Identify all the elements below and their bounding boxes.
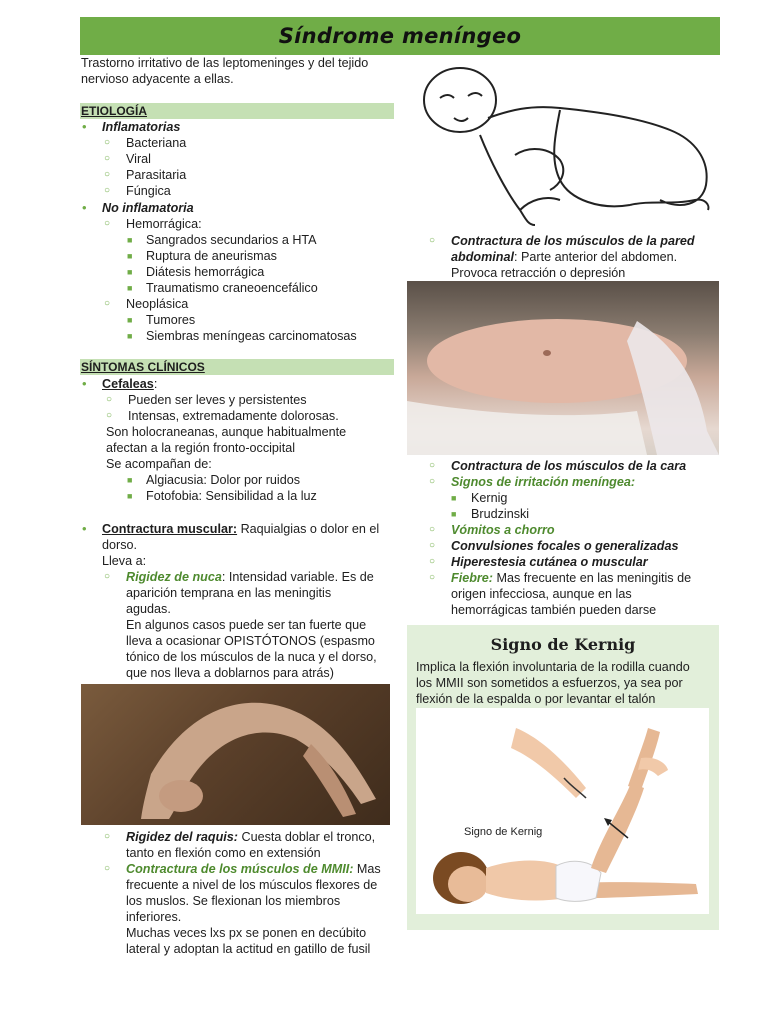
contractura-text: Raquialgias o dolor en el	[237, 522, 380, 536]
list-item: Brudzinski	[471, 507, 530, 521]
abdominal-line-3: Provoca retracción o depresión	[451, 266, 626, 280]
signos-irritacion: Signos de irritación meníngea:	[451, 475, 636, 489]
contractura-label: Contractura muscular:	[102, 522, 238, 536]
kernig-title: Signo de Kernig	[490, 635, 636, 654]
square-bullet-icon: ■	[127, 331, 133, 341]
etiologia-hemorragica: Hemorrágica:	[126, 217, 202, 231]
cefaleas-text-line: afectan a la región fronto-occipital	[106, 441, 296, 455]
square-bullet-icon: ■	[127, 235, 133, 245]
circle-bullet-icon: ○	[104, 831, 111, 842]
abdomen-photo	[407, 281, 719, 455]
rigidez-nuca-label: Rigidez de nuca	[126, 570, 222, 584]
title-bar	[80, 17, 720, 55]
list-item: Algiacusia: Dolor por ruidos	[146, 473, 300, 487]
mmii-line: frecuente a nivel de los músculos flexores de	[126, 878, 378, 892]
square-bullet-icon: ■	[127, 491, 133, 501]
list-item: Fúngica	[126, 184, 171, 198]
mmii-text: Mas	[353, 862, 381, 876]
square-bullet-icon: ■	[127, 267, 133, 277]
list-item: Kernig	[471, 491, 508, 505]
opistotonos-photo	[81, 684, 390, 825]
list-item: Intensas, extremadamente dolorosas.	[128, 409, 339, 423]
circle-bullet-icon: ○	[104, 169, 111, 180]
circle-bullet-icon: ○	[104, 571, 111, 582]
vomitos: Vómitos a chorro	[451, 523, 555, 537]
list-item: Traumatismo craneoencefálico	[146, 281, 318, 295]
section-etiologia-heading: ETIOLOGÍA	[80, 103, 394, 119]
kernig-line: flexión de la espalda o por levantar el talón	[416, 692, 656, 706]
rigidez-nuca-text: : Intensidad variable. Es de	[221, 570, 374, 584]
fiebre-text: Mas frecuente en las meningitis de	[493, 571, 692, 585]
circle-bullet-icon: ○	[104, 218, 111, 229]
bullet-icon: •	[82, 521, 87, 536]
circle-bullet-icon: ○	[106, 410, 113, 421]
contractura-cara: Contractura de los músculos de la cara	[451, 459, 687, 473]
rigidez-nuca	[126, 569, 374, 585]
kernig-caption: Signo de Kernig	[464, 826, 543, 838]
rigidez-raquis	[126, 829, 375, 845]
convulsiones: Convulsiones focales o generalizadas	[451, 539, 679, 553]
fiebre-label: Fiebre:	[451, 571, 493, 585]
fiebre	[451, 570, 691, 586]
rigidez-nuca-line: aparición temprana en las meningitis	[126, 586, 332, 600]
mmii-line: inferiores.	[126, 910, 182, 924]
circle-bullet-icon: ○	[104, 185, 111, 196]
abdominal-label-1: Contractura de los músculos de la pared	[451, 234, 695, 248]
bullet-icon: •	[82, 376, 87, 391]
etiologia-neoplasica: Neoplásica	[126, 297, 189, 311]
hiperestesia: Hiperestesia cutánea o muscular	[451, 555, 648, 569]
infant-posture-drawing	[410, 60, 720, 230]
rigidez-raquis-label: Rigidez del raquis:	[126, 830, 238, 844]
cefaleas-label: Cefaleas	[102, 377, 154, 391]
square-bullet-icon: ■	[127, 283, 133, 293]
square-bullet-icon: ■	[451, 493, 457, 503]
square-bullet-icon: ■	[127, 251, 133, 261]
mmii-label: Contractura de los músculos de MMII:	[126, 862, 354, 876]
sintomas-cefaleas: Cefaleas:	[102, 377, 158, 391]
kernig-line: los MMII son sometidos a esfuerzos, ya sea por	[416, 676, 683, 690]
kernig-box	[407, 625, 719, 930]
etiologia-inflamatorias: Inflamatorias	[102, 120, 181, 134]
contractura-muscular	[102, 521, 379, 537]
list-item: Viral	[126, 152, 151, 166]
circle-bullet-icon: ○	[104, 298, 111, 309]
rigidez-nuca-line: En algunos casos puede ser tan fuerte que	[126, 618, 367, 632]
etiologia-no-inflamatoria: No inflamatoria	[102, 201, 194, 215]
contractura-mmii	[126, 861, 381, 877]
intro-line-2: nervioso adyacente a ellas.	[81, 72, 234, 86]
cefaleas-text-line: Se acompañan de:	[106, 457, 212, 471]
intro-line-1: Trastorno irritativo de las leptomeninges y del tejido	[81, 56, 369, 70]
list-item: Siembras meníngeas carcinomatosas	[146, 329, 357, 343]
section-sintomas-heading: SÍNTOMAS CLÍNICOS	[80, 359, 394, 375]
list-item: Ruptura de aneurismas	[146, 249, 277, 263]
bullet-icon: •	[82, 200, 87, 215]
circle-bullet-icon: ○	[429, 235, 436, 246]
square-bullet-icon: ■	[451, 509, 457, 519]
page-title: Síndrome meníngeo	[278, 24, 522, 48]
list-item: Parasitaria	[126, 168, 187, 182]
kernig-line: Implica la flexión involuntaria de la rodilla cuando	[416, 660, 690, 674]
rigidez-nuca-line: que nos lleva a doblarnos para atrás)	[126, 666, 334, 680]
bullet-icon: •	[82, 119, 87, 134]
cefaleas-text-line: Son holocraneanas, aunque habitualmente	[106, 425, 347, 439]
rigidez-raquis-line-2: tanto en flexión como en extensión	[126, 846, 321, 860]
list-item: Fotofobia: Sensibilidad a la luz	[146, 489, 317, 503]
circle-bullet-icon: ○	[104, 137, 111, 148]
lleva-a: Lleva a:	[102, 554, 147, 568]
kernig-illustration	[416, 708, 709, 914]
fiebre-line: origen infecciosa, aunque en las	[451, 587, 632, 601]
list-item: Sangrados secundarios a HTA	[146, 233, 317, 247]
list-item: Tumores	[146, 313, 196, 327]
square-bullet-icon: ■	[127, 315, 133, 325]
abdominal-text: : Parte anterior del abdomen.	[513, 250, 678, 264]
contractura-text-2: dorso.	[102, 538, 138, 552]
circle-bullet-icon: ○	[429, 540, 436, 551]
circle-bullet-icon: ○	[429, 460, 436, 471]
abdominal-line-2	[451, 249, 677, 265]
rigidez-nuca-line: agudas.	[126, 602, 171, 616]
mmii-line: los muslos. Se flexionan los miembros	[126, 894, 341, 908]
mmii-line: lateral y adoptan la actitud en gatillo de fusil	[126, 942, 371, 956]
list-item: Diátesis hemorrágica	[146, 265, 265, 279]
list-item: Bacteriana	[126, 136, 187, 150]
circle-bullet-icon: ○	[429, 524, 436, 535]
circle-bullet-icon: ○	[429, 476, 436, 487]
circle-bullet-icon: ○	[106, 394, 113, 405]
list-item: Pueden ser leves y persistentes	[128, 393, 307, 407]
circle-bullet-icon: ○	[104, 863, 111, 874]
circle-bullet-icon: ○	[429, 572, 436, 583]
square-bullet-icon: ■	[127, 475, 133, 485]
circle-bullet-icon: ○	[104, 153, 111, 164]
abdominal-label-2: abdominal	[451, 250, 514, 264]
rigidez-nuca-line: lleva a ocasionar OPISTÓTONOS (espasmo	[126, 634, 375, 648]
mmii-line: Muchas veces lxs px se ponen en decúbito	[126, 926, 367, 940]
rigidez-nuca-line: tónico de los músculos de la nuca y el dorso,	[126, 650, 377, 664]
circle-bullet-icon: ○	[429, 556, 436, 567]
fiebre-line: hemorrágicas también pueden darse	[451, 603, 657, 617]
rigidez-raquis-text: Cuesta doblar el tronco,	[237, 830, 376, 844]
